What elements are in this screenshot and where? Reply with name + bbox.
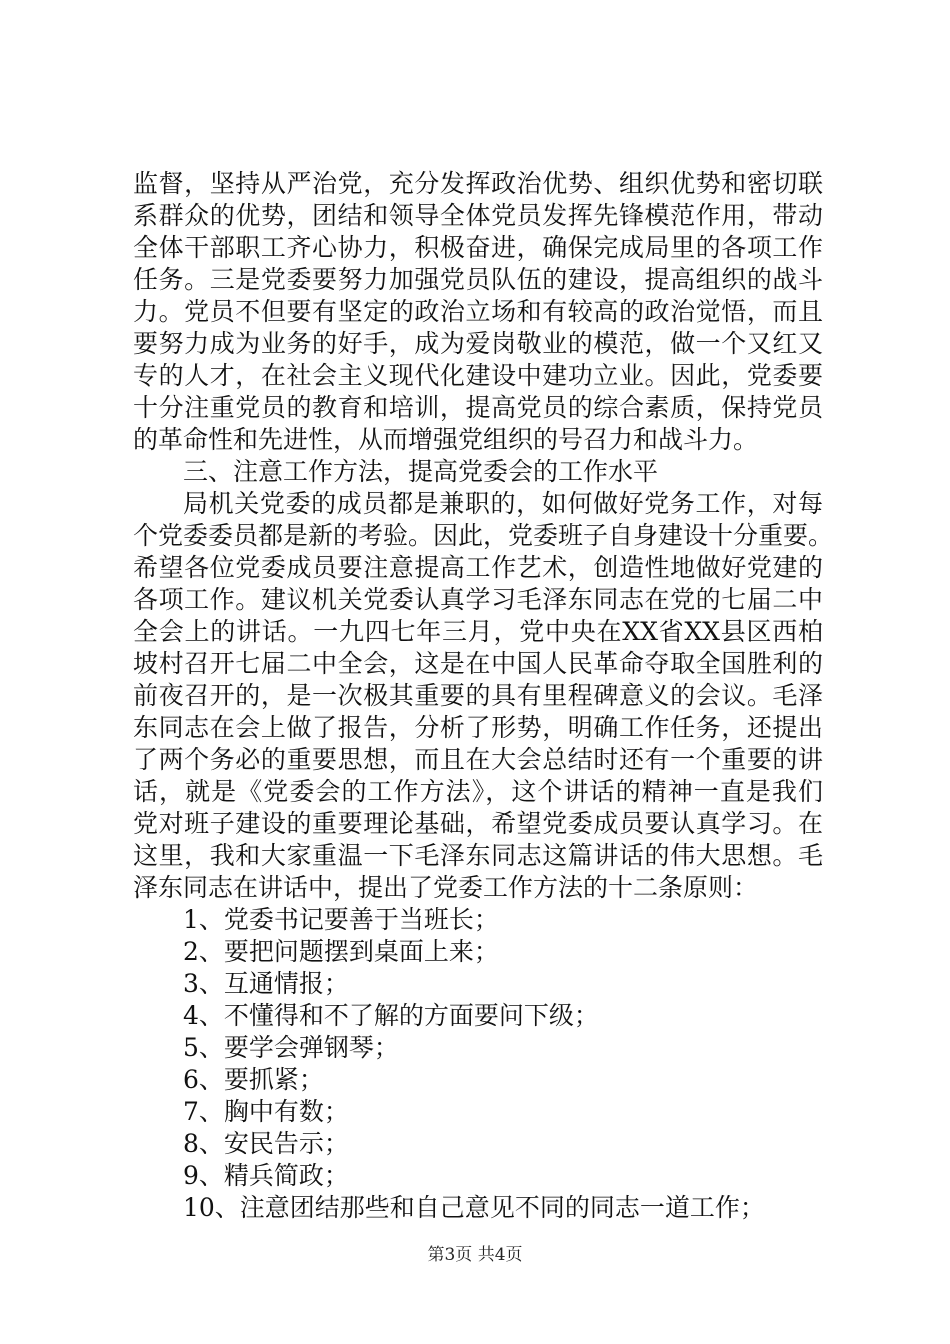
- list-item: 9、精兵简政；: [183, 1161, 349, 1190]
- paragraph-work-methods: [133, 488, 834, 904]
- text-line: 坡村召开七届二中全会，这是在中国人民革命夺取全国胜利的: [133, 649, 823, 678]
- paragraph-party-building: [133, 168, 823, 456]
- list-item: 6、要抓紧；: [183, 1065, 324, 1094]
- text-line: 希望各位党委成员要注意提高工作艺术，创造性地做好党建的: [133, 553, 823, 582]
- page-number-footer: 第3页 共4页: [427, 1245, 523, 1265]
- text-line: 力。党员不但要有坚定的政治立场和有较高的政治觉悟，而且: [133, 297, 823, 326]
- principles-list: [133, 904, 823, 1224]
- text-line: 十分注重党员的教育和培训，提高党员的综合素质，保持党员: [133, 393, 823, 422]
- list-item: 7、胸中有数；: [183, 1097, 349, 1126]
- list-item: 2、要把问题摆到桌面上来；: [183, 937, 499, 966]
- text-line: 全体干部职工齐心协力，积极奋进，确保完成局里的各项工作: [133, 233, 823, 262]
- text-line: 这里，我和大家重温一下毛泽东同志这篇讲话的伟大思想。毛: [133, 841, 823, 870]
- text-line: 要努力成为业务的好手，成为爱岗敬业的模范，做一个又红又: [133, 329, 823, 358]
- text-line: 泽东同志在讲话中，提出了党委工作方法的十二条原则：: [133, 873, 759, 902]
- text-line: 系群众的优势，团结和领导全体党员发挥先锋模范作用，带动: [133, 201, 823, 230]
- section-heading: 三、注意工作方法，提高党委会的工作水平: [183, 457, 659, 486]
- text-line: 各项工作。建议机关党委认真学习毛泽东同志在党的七届二中: [133, 585, 823, 614]
- list-item: 5、要学会弹钢琴；: [183, 1033, 399, 1062]
- text-line: 任务。三是党委要努力加强党员队伍的建设，提高组织的战斗: [133, 265, 823, 294]
- text-line: 专的人才，在社会主义现代化建设中建功立业。因此，党委要: [133, 361, 823, 390]
- text-line: 个党委委员都是新的考验。因此，党委班子自身建设十分重要。: [133, 521, 834, 550]
- text-line: 全会上的讲话。一九四七年三月，党中央在XX省XX县区西柏: [133, 617, 823, 646]
- text-line: 局机关党委的成员都是兼职的，如何做好党务工作，对每: [183, 489, 823, 518]
- list-item: 1、党委书记要善于当班长；: [183, 905, 499, 934]
- text-line: 话，就是《党委会的工作方法》，这个讲话的精神一直是我们: [133, 777, 823, 806]
- list-item: 3、互通情报；: [183, 969, 349, 998]
- list-item: 4、不懂得和不了解的方面要问下级；: [183, 1001, 599, 1030]
- text-line: 党对班子建设的重要理论基础，希望党委成员要认真学习。在: [133, 809, 823, 838]
- text-line: 前夜召开的，是一次极其重要的具有里程碑意义的会议。毛泽: [133, 681, 823, 710]
- text-line: 了两个务必的重要思想，而且在大会总结时还有一个重要的讲: [133, 745, 823, 774]
- document-body: [133, 168, 834, 1224]
- list-item: 10、注意团结那些和自己意见不同的同志一道工作；: [183, 1193, 765, 1222]
- list-item: 8、安民告示；: [183, 1129, 349, 1158]
- text-line: 监督，坚持从严治党，充分发挥政治优势、组织优势和密切联: [133, 169, 823, 198]
- text-line: 的革命性和先进性，从而增强党组织的号召力和战斗力。: [133, 425, 759, 454]
- text-line: 东同志在会上做了报告，分析了形势，明确工作任务，还提出: [133, 713, 823, 742]
